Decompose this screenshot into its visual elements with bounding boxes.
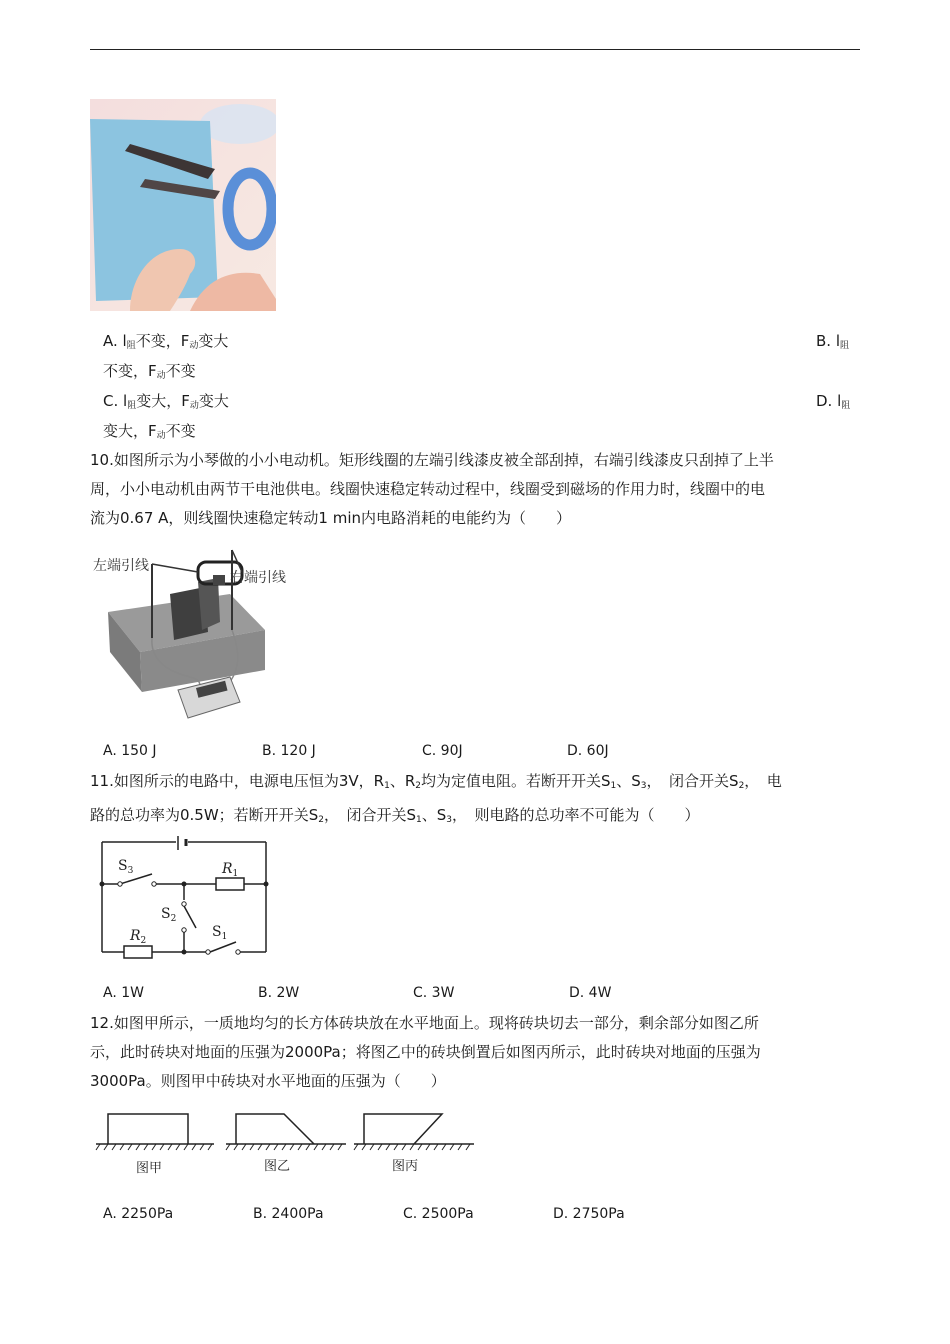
q9-option-a: A. $l_阻$不变，$F_动$变大 (103, 332, 229, 351)
q12-stem (90, 1009, 862, 1096)
q11-line2: 路的总功率为0.5W；若断开开关$S_2$， 闭合开关$S_1$、$S_3$， 则电路的总功率不可能为（ ） (90, 806, 700, 825)
q12-option-b: B. 2400Pa (253, 1206, 324, 1222)
q12-line3: 3000Pa。则图甲中砖块对水平地面的压强为（ ） (90, 1072, 446, 1090)
label-fig-yi: 图乙 (264, 1159, 291, 1174)
q11-option-d: D. 4W (569, 985, 612, 1001)
label-r1: $R_1$ (222, 861, 239, 879)
scissors-photo (90, 99, 276, 311)
label-r2: $R_2$ (130, 928, 147, 946)
circuit-diagram (98, 836, 272, 960)
label-fig-bing: 图丙 (392, 1159, 419, 1174)
label-fig-jia: 图甲 (136, 1161, 163, 1176)
q9-option-c: C. $l_阻$变大，$F_动$变大 (103, 392, 229, 411)
q12-option-a: A. 2250Pa (103, 1206, 174, 1222)
q11-option-c: C. 3W (413, 985, 455, 1001)
label-s2: $S_2$ (161, 906, 177, 924)
q12-option-c: C. 2500Pa (403, 1206, 474, 1222)
q11-option-b: B. 2W (258, 985, 300, 1001)
q9-option-d: D. $l_阻$ (816, 392, 851, 411)
q9-option-d-cont: 变大，$F_动$不变 (103, 422, 196, 441)
q10-line1: 10.如图所示为小琴做的小小电动机。矩形线圈的左端引线漆皮被全部刮掉，右端引线漆皮只刮掉了上半 (90, 451, 774, 469)
label-right-lead: 右端引线 (230, 570, 286, 586)
label-s1: $S_1$ (212, 924, 228, 942)
brick-figures (92, 1106, 482, 1178)
q12-option-d: D. 2750Pa (553, 1206, 625, 1222)
q12-line1: 12.如图甲所示，一质地均匀的长方体砖块放在水平地面上。现将砖块切去一部分，剩余部分如图乙所 (90, 1014, 759, 1032)
q9-option-b: B. $l_阻$ (816, 332, 850, 351)
q9-option-b-cont: 不变，$F_动$不变 (103, 362, 196, 381)
q10-stem (90, 446, 862, 533)
q12-line2: 示，此时砖块对地面的压强为2000Pa；将图乙中的砖块倒置后如图丙所示，此时砖块对地面的压强为 (90, 1043, 761, 1061)
q11-stem (90, 767, 862, 835)
header-rule (90, 49, 860, 50)
q10-option-d: D. 60J (567, 743, 609, 759)
q10-option-a: A. 150 J (103, 743, 157, 759)
motor-figure (90, 542, 290, 726)
label-left-lead: 左端引线 (93, 558, 149, 574)
q11-option-a: A. 1W (103, 985, 144, 1001)
q11-line1: 11.如图所示的电路中，电源电压恒为3V，$R_1$、$R_2$均为定值电阻。若断开开关$S_1$、$S_3$， 闭合开关$S_2$， 电 (90, 772, 782, 791)
label-s3: $S_3$ (118, 858, 134, 876)
q10-option-c: C. 90J (422, 743, 463, 759)
q10-line3: 流为0.67 A，则线圈快速稳定转动1 min内电路消耗的电能约为（ ） (90, 509, 572, 527)
q10-line2: 周，小小电动机由两节干电池供电。线圈快速稳定转动过程中，线圈受到磁场的作用力时，线圈中的电 (90, 480, 766, 498)
q10-option-b: B. 120 J (262, 743, 316, 759)
